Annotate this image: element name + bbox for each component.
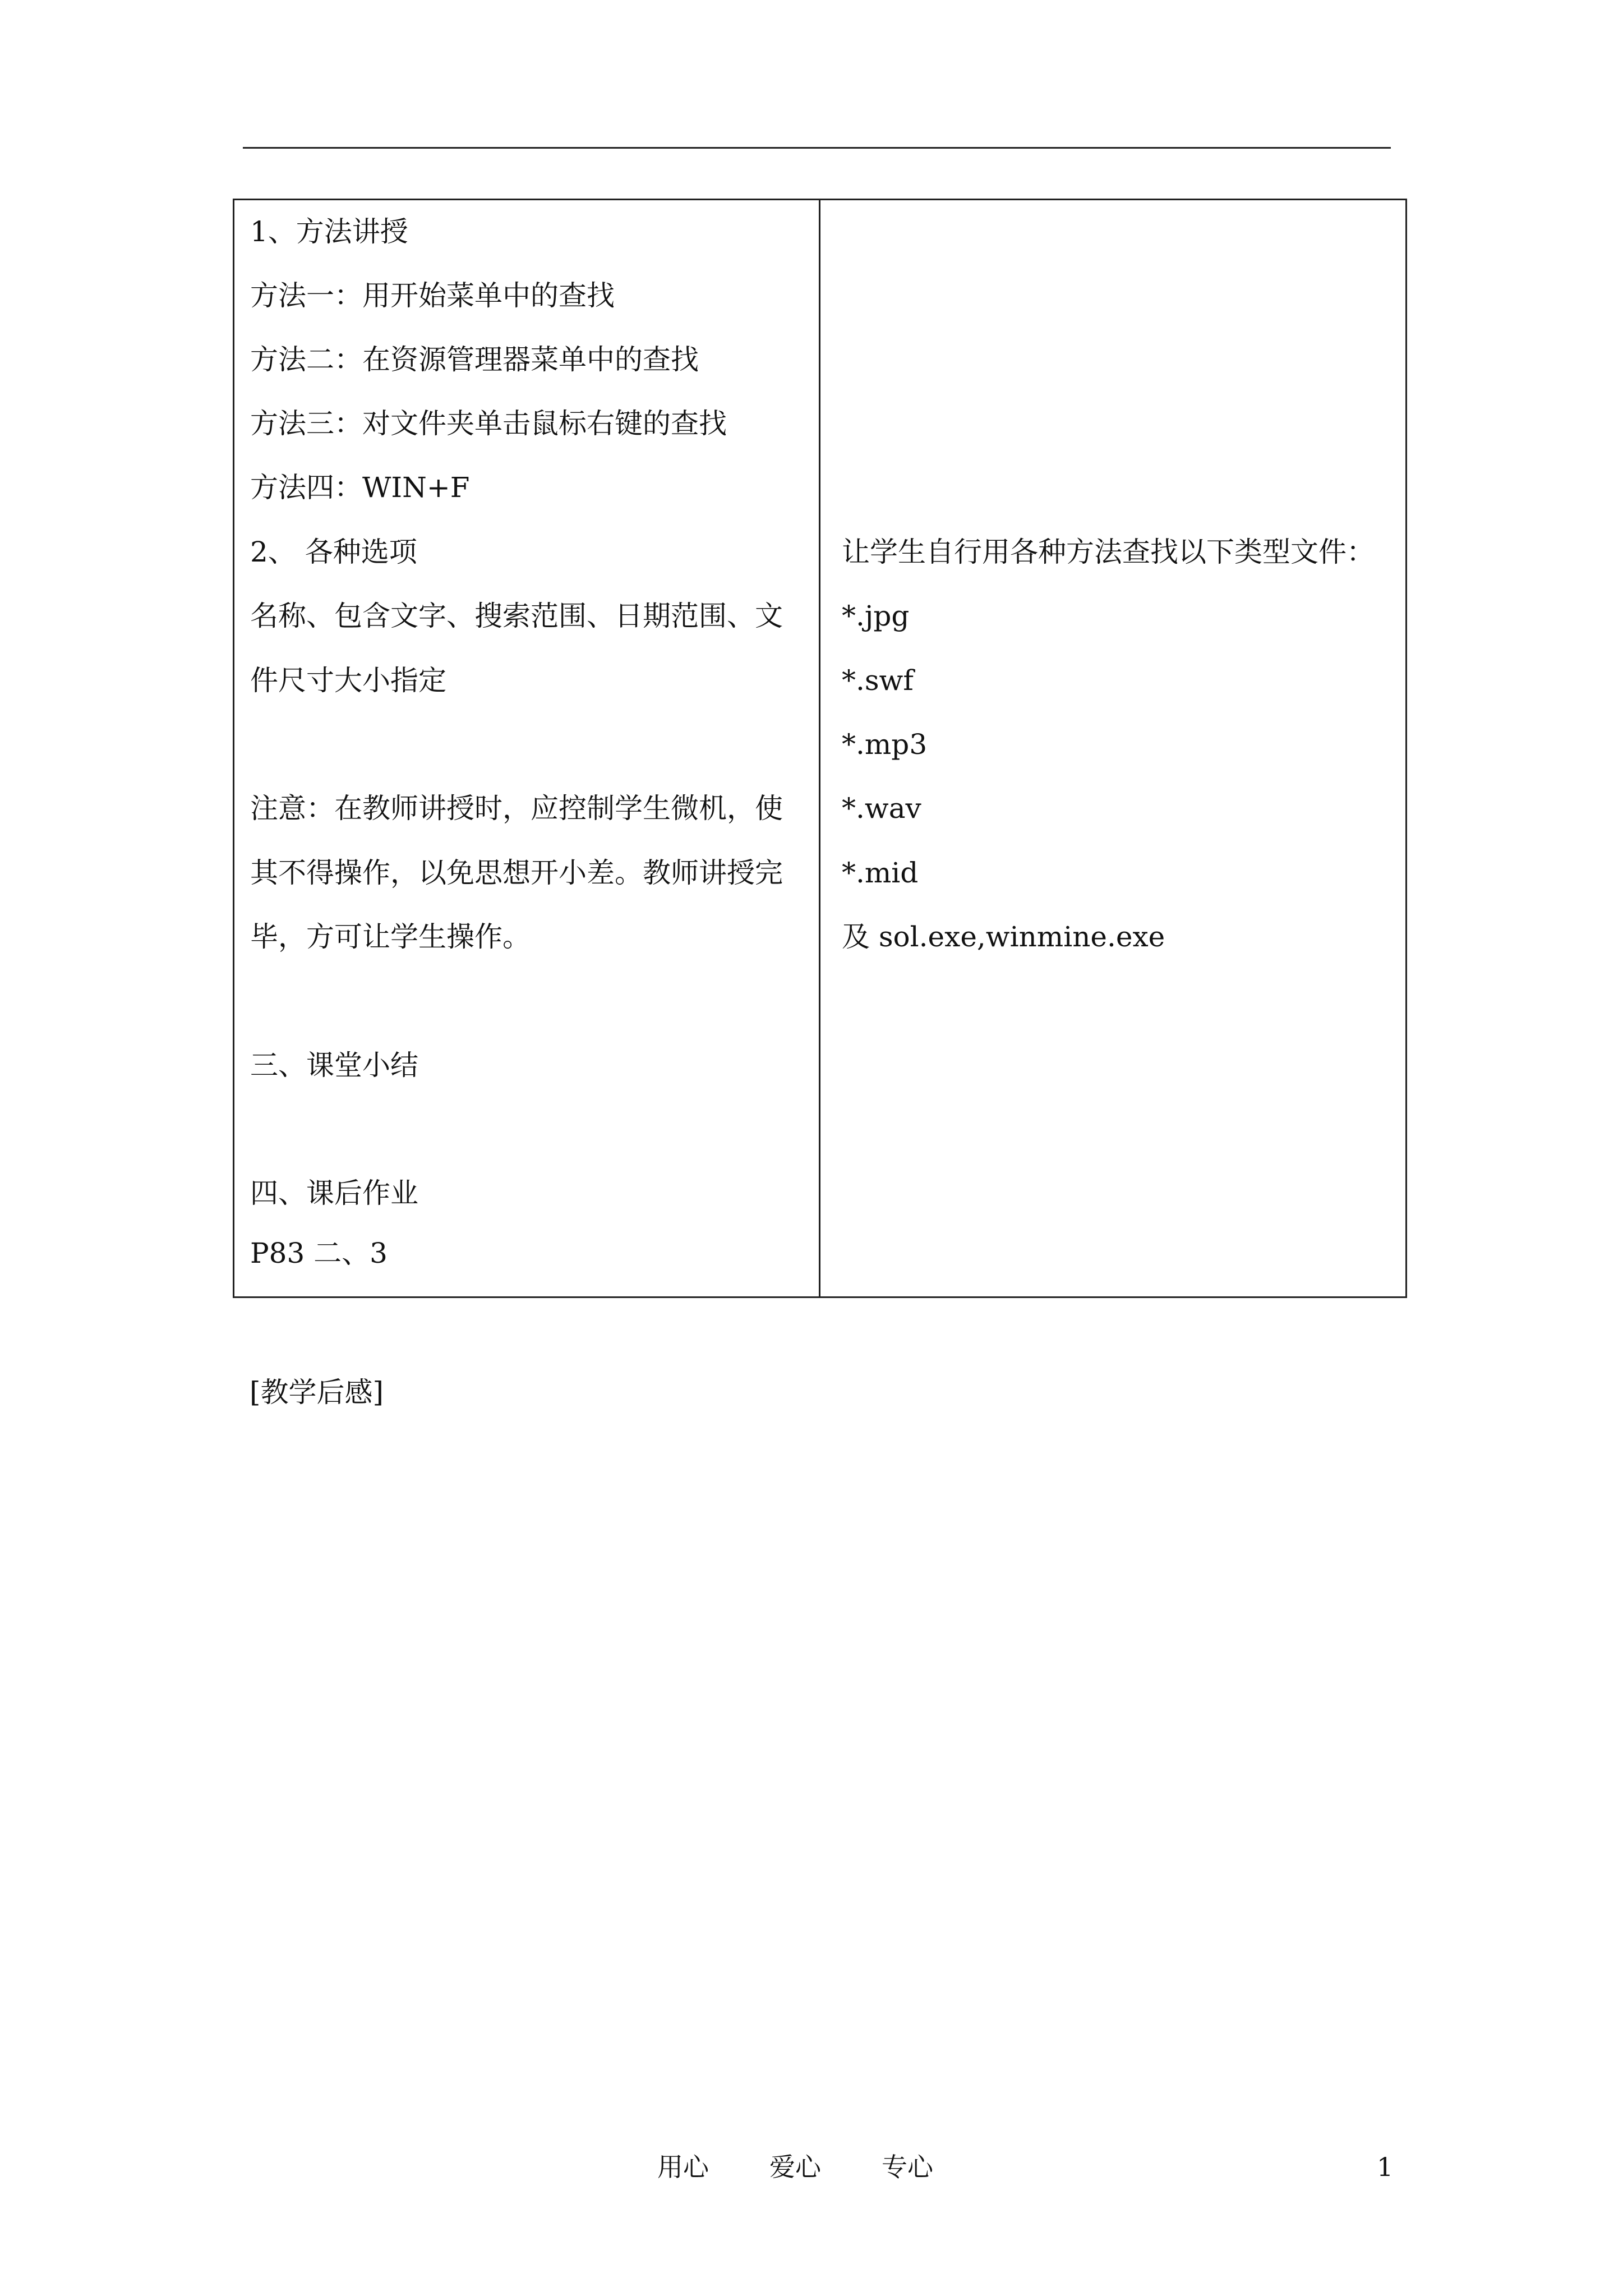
- footer-motto-3: 专心: [882, 2152, 933, 2182]
- options-text-line1: 名称、包含文字、搜索范围、日期范围、文: [250, 600, 783, 632]
- homework-text: P83 二、3: [250, 1237, 388, 1269]
- homework-heading: 四、课后作业: [250, 1177, 418, 1209]
- lesson-table: [233, 199, 1407, 1298]
- file-type-mid: *.mid: [842, 857, 919, 889]
- activity-column: [820, 200, 1405, 1296]
- note-line2: 其不得操作，以免思想开小差。教师讲授完: [250, 857, 783, 889]
- reflection-heading: [教学后感]: [250, 1376, 384, 1409]
- summary-heading: 三、课堂小结: [250, 1049, 418, 1082]
- file-type-swf: *.swf: [842, 664, 914, 697]
- note-line1: 注意：在教师讲授时，应控制学生微机，使: [250, 792, 783, 825]
- method-column: [234, 200, 820, 1296]
- activity-instruction: 让学生自行用各种方法查找以下类型文件：: [842, 536, 1375, 568]
- method-one: 方法一：用开始菜单中的查找: [250, 279, 615, 312]
- header-rule: [243, 147, 1391, 149]
- footer-motto-2: 爱心: [769, 2152, 821, 2182]
- file-type-exe: 及 sol.exe,winmine.exe: [842, 921, 1165, 953]
- section-method-heading: 1、方法讲授: [250, 215, 408, 248]
- page-number: 1: [1377, 2152, 1394, 2182]
- file-type-wav: *.wav: [842, 792, 921, 825]
- section-options-heading: 2、 各种选项: [250, 536, 417, 568]
- file-type-jpg: *.jpg: [842, 600, 910, 632]
- options-text-line2: 件尺寸大小指定: [250, 664, 446, 697]
- method-three: 方法三：对文件夹单击鼠标右键的查找: [250, 407, 727, 440]
- note-line3: 毕，方可让学生操作。: [250, 921, 531, 953]
- method-four: 方法四：WIN+F: [250, 471, 470, 504]
- footer-motto-1: 用心: [657, 2152, 709, 2182]
- method-two: 方法二：在资源管理器菜单中的查找: [250, 343, 699, 376]
- file-type-mp3: *.mp3: [842, 728, 928, 761]
